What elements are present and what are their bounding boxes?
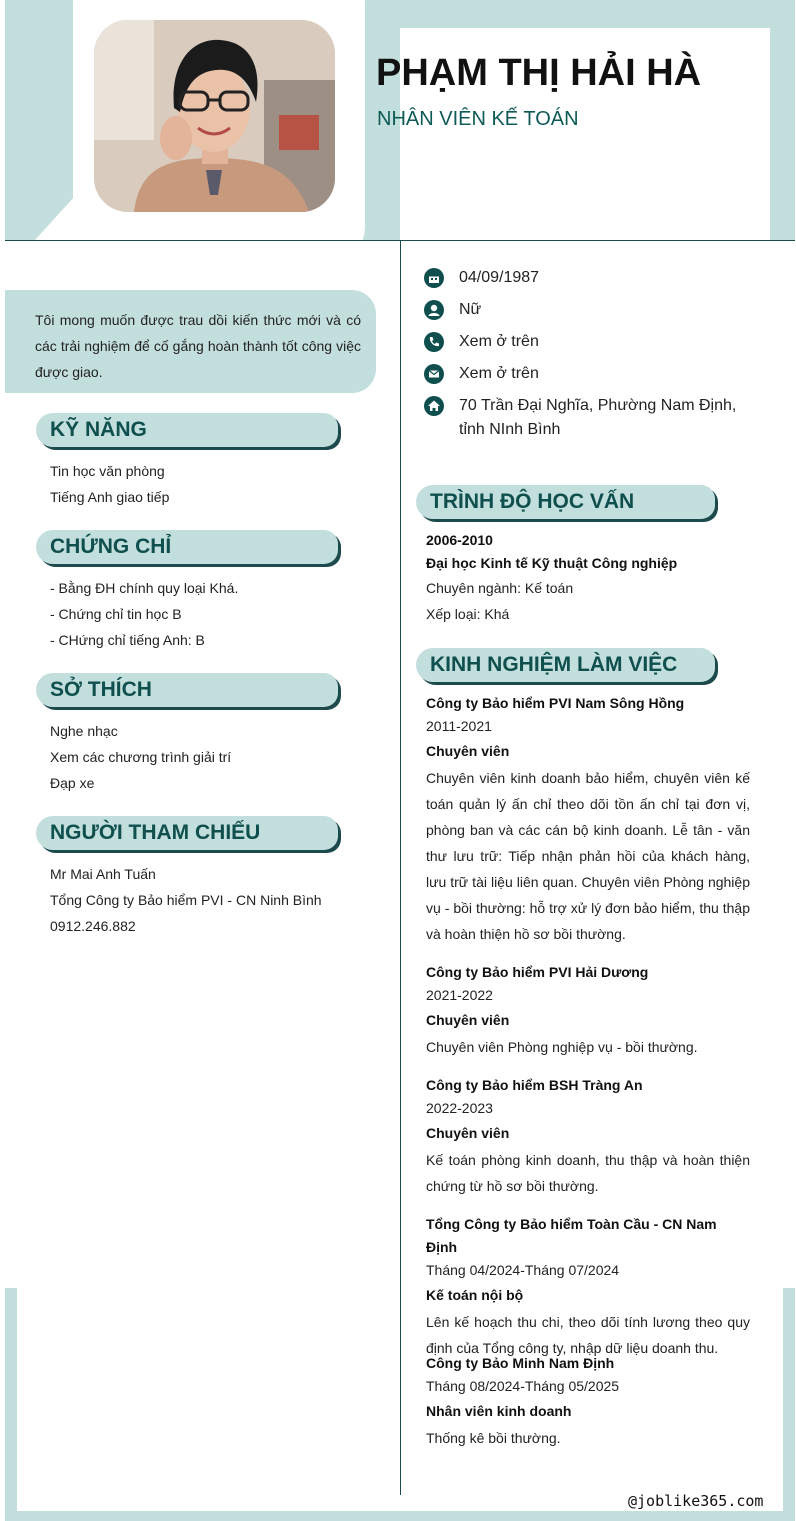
education-section-title: TRÌNH ĐỘ HỌC VẤN: [416, 485, 715, 519]
education-major: Chuyên ngành: Kế toán: [426, 580, 574, 596]
home-icon: [424, 396, 444, 416]
experience-entry: [426, 1074, 750, 1199]
email-text: Xem ở trên: [459, 365, 539, 382]
list-item: - CHứng chỉ tiếng Anh: B: [50, 632, 205, 648]
photo-frame-tail: [35, 196, 75, 240]
education-school: Đại học Kinh tế Kỹ thuật Công nghiệp: [426, 555, 678, 571]
experience-description: Chuyên viên kinh doanh bảo hiểm, chuyên viên kế toán quản lý ấn chỉ theo dõi tồn ấn chỉ tại đơn vị, phòng ban và các cán bộ kinh doanh. Lễ tân - văn thư lưu trữ: Tiếp nhận phản hồi của khách hàng, lưu trữ tài liệu liên quan. Chuyên viên Phòng nghiệp vụ - bồi thường: hỗ trợ xử lý đơn bảo hiểm, thu thập và hoàn thiện hồ sơ bồi thường.: [426, 770, 750, 942]
address-text: 70 Trần Đại Nghĩa, Phường Nam Định, tỉnh NInh Bình: [459, 397, 737, 438]
job-title: NHÂN VIÊN KẾ TOÁN: [377, 108, 579, 130]
contact-address: [424, 394, 764, 442]
frame-bottom: [5, 1511, 795, 1521]
list-item: - Bằng ĐH chính quy loại Khá.: [50, 580, 239, 596]
education-period: 2006-2010: [426, 532, 493, 548]
experience-entry: [426, 961, 750, 1060]
phone-text: Xem ở trên: [459, 333, 539, 350]
reference-name: Mr Mai Anh Tuấn: [50, 866, 156, 882]
calendar-icon: [424, 268, 444, 288]
frame-left: [5, 1288, 17, 1521]
education-entry: [426, 529, 750, 627]
references-list: [50, 861, 340, 939]
experience-description: Thống kê bồi thường.: [426, 1430, 561, 1446]
list-item: Xem các chương trình giải trí: [50, 749, 232, 765]
experience-position: Chuyên viên: [426, 1012, 510, 1028]
experience-position: Chuyên viên: [426, 1125, 510, 1141]
experience-entry: [426, 1213, 750, 1361]
email-icon: [424, 364, 444, 384]
experience-period: 2022-2023: [426, 1100, 493, 1116]
experience-entry: [426, 692, 750, 947]
experience-period: Tháng 08/2024-Tháng 05/2025: [426, 1378, 620, 1394]
certificates-section-title: CHỨNG CHỈ: [36, 530, 338, 564]
skills-list: [50, 458, 340, 510]
profile-photo: [94, 20, 335, 212]
references-section-title: NGƯỜI THAM CHIẾU: [36, 816, 338, 850]
experience-period: 2021-2022: [426, 987, 493, 1003]
contact-phone: [424, 330, 774, 354]
experience-section-title: KINH NGHIỆM LÀM VIỆC: [416, 648, 715, 682]
candidate-name: PHẠM THỊ HẢI HÀ: [376, 52, 702, 94]
experience-company: Công ty Bảo hiểm PVI Nam Sông Hồng: [426, 695, 685, 711]
certificates-list: [50, 575, 340, 653]
list-item: - Chứng chỉ tin học B: [50, 606, 182, 622]
experience-position: Nhân viên kinh doanh: [426, 1403, 572, 1419]
list-item: Đạp xe: [50, 775, 95, 791]
contact-email: [424, 362, 774, 386]
user-icon: [424, 300, 444, 320]
experience-position: Chuyên viên: [426, 743, 510, 759]
list-item: Tiếng Anh giao tiếp: [50, 489, 170, 505]
hobbies-list: [50, 718, 340, 796]
experience-entry: [426, 1352, 750, 1451]
experience-company: Tổng Công ty Bảo hiểm Toàn Cầu - CN Nam Định: [426, 1216, 717, 1255]
skills-section-title: KỸ NĂNG: [36, 413, 338, 447]
list-item: Nghe nhạc: [50, 723, 118, 739]
education-grade: Xếp loại: Khá: [426, 606, 510, 622]
list-item: Tin học văn phòng: [50, 463, 165, 479]
objective-text: Tôi mong muốn được trau dồi kiến thức mới và có các trải nghiệm để cố gắng hoàn thành tốt công việc được giao.: [35, 312, 361, 380]
hobbies-section-title: SỞ THÍCH: [36, 673, 338, 707]
experience-period: 2011-2021: [426, 718, 492, 734]
phone-icon: [424, 332, 444, 352]
experience-description: Kế toán phòng kinh doanh, thu thập và hoàn thiện chứng từ hồ sơ bồi thường.: [426, 1152, 750, 1194]
career-objective: [5, 290, 376, 393]
gender-text: Nữ: [459, 301, 482, 318]
frame-right: [783, 1288, 795, 1521]
watermark: @joblike365.com: [628, 1492, 764, 1510]
contact-gender: [424, 298, 774, 322]
reference-phone: 0912.246.882: [50, 918, 136, 934]
experience-description: Chuyên viên Phòng nghiệp vụ - bồi thường.: [426, 1039, 698, 1055]
experience-company: Công ty Bảo hiểm BSH Tràng An: [426, 1077, 643, 1093]
reference-company: Tổng Công ty Bảo hiểm PVI - CN Ninh Bình: [50, 892, 322, 908]
column-divider: [400, 241, 401, 1495]
contact-birthday: [424, 266, 774, 290]
experience-company: Công ty Bảo Minh Nam Định: [426, 1355, 615, 1371]
experience-period: Tháng 04/2024-Tháng 07/2024: [426, 1262, 620, 1278]
experience-description: Lên kế hoạch thu chi, theo dõi tính lương theo quy định của Tổng công ty, nhập dữ liệu doanh thu.: [426, 1314, 750, 1356]
birthday-text: 04/09/1987: [459, 269, 540, 286]
experience-position: Kế toán nội bộ: [426, 1287, 524, 1303]
experience-company: Công ty Bảo hiểm PVI Hải Dương: [426, 964, 649, 980]
